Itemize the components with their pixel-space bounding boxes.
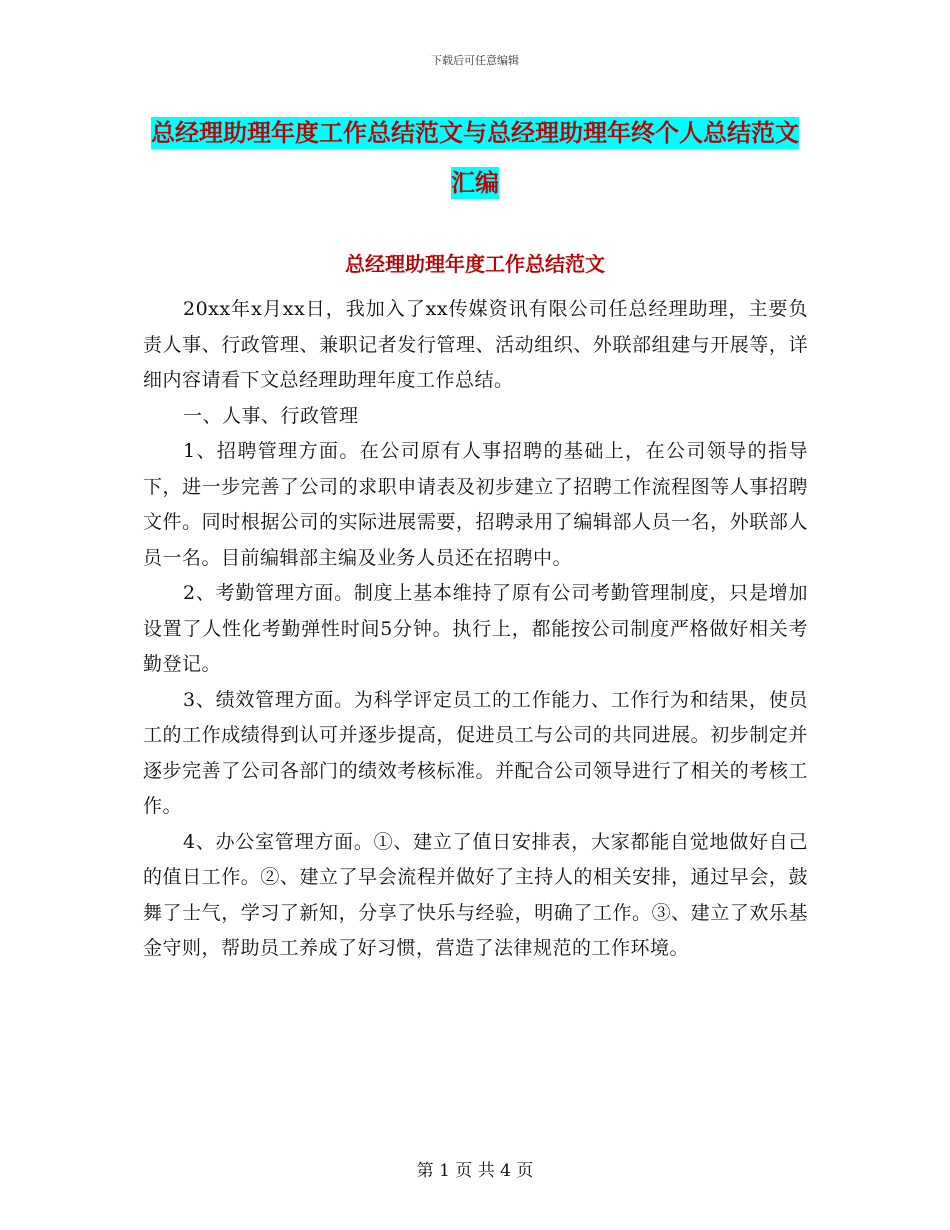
document-title [140, 108, 810, 208]
paragraph-performance: 3、绩效管理方面。为科学评定员工的工作能力、工作行为和结果，使员工的工作成绩得到认可并逐步提高，促进员工与公司的共同进展。初步制定并逐步完善了公司各部门的绩效考核标准。并配合公司领导进行了相关的考核工作。 [143, 688, 808, 817]
paragraph-office: 4、办公室管理方面。①、建立了值日安排表，大家都能自觉地做好自己的值日工作。②、建立了早会流程并做好了主持人的相关安排，通过早会，鼓舞了士气，学习了新知，分享了快乐与经验，明确了工作。③、建立了欢乐基金守则，帮助员工养成了好习惯，营造了法律规范的工作环境。 [143, 830, 808, 959]
paragraph-recruitment: 1、招聘管理方面。在公司原有人事招聘的基础上，在公司领导的指导下，进一步完善了公司的求职申请表及初步建立了招聘工作流程图等人事招聘文件。同时根据公司的实际进展需要，招聘录用了编辑部人员一名，外联部人员一名。目前编辑部主编及业务人员还在招聘中。 [143, 440, 808, 569]
page-number: 第 1 页 共 4 页 [416, 1161, 534, 1181]
header-note: 下载后可任意编辑 [431, 54, 519, 67]
paragraph-intro: 20xx年x月xx日，我加入了xx传媒资讯有限公司任总经理助理，主要负责人事、行政管理、兼职记者发行管理、活动组织、外联部组建与开展等，详细内容请看下文总经理助理年度工作总结。 [143, 298, 808, 391]
section-title: 总经理助理年度工作总结范文 [345, 252, 605, 276]
paragraph-attendance: 2、考勤管理方面。制度上基本维持了原有公司考勤管理制度，只是增加设置了人性化考勤弹性时间5分钟。执行上，都能按公司制度严格做好相关考勤登记。 [143, 582, 808, 675]
paragraph-heading-1: 一、人事、行政管理 [183, 404, 359, 427]
document-title-text: 总经理助理年度工作总结范文与总经理助理年终个人总结范文汇编 [151, 119, 799, 197]
body-text [143, 292, 808, 967]
